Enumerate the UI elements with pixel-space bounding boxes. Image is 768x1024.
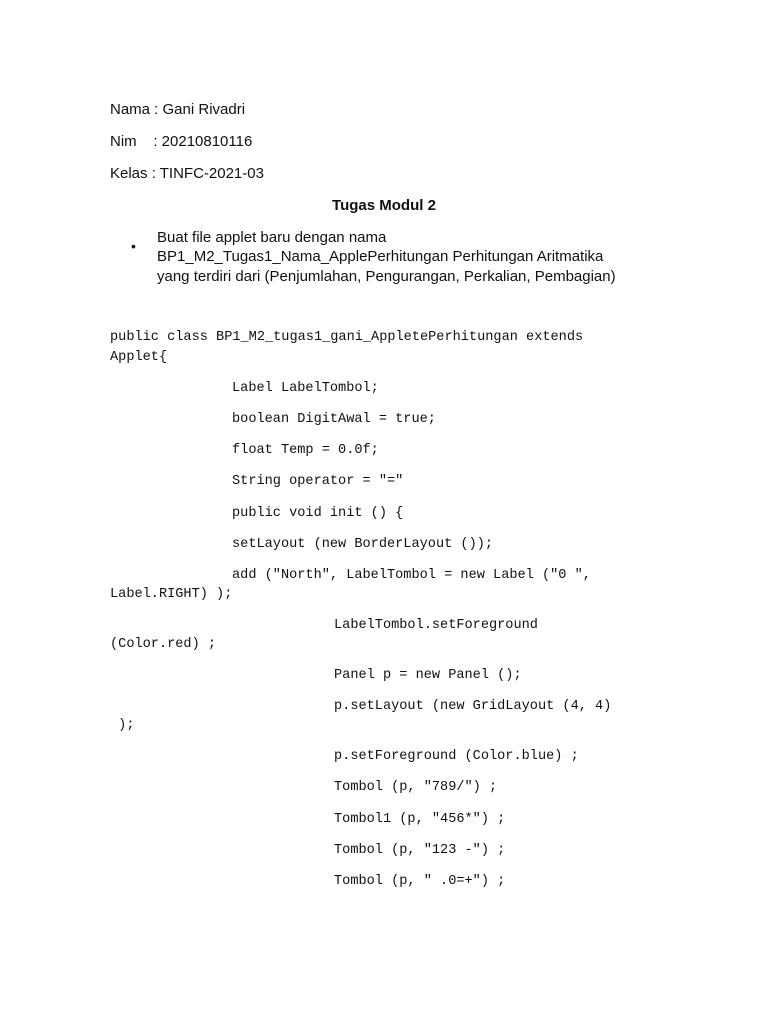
student-name: Nama : Gani Rivadri [110,101,246,118]
code-line: add ("North", LabelTombol = new Label ("0 ", [232,568,591,583]
student-nim: Nim : 20210810116 [110,133,253,150]
code-line: float Temp = 0.0f; [232,443,379,458]
code-line: p.setForeground (Color.blue) ; [334,749,579,764]
bullet-line: Buat file applet baru dengan nama [157,229,387,246]
code-line: Tombol (p, "123 -") ; [334,843,506,858]
code-line: setLayout (new BorderLayout ()); [232,537,494,552]
bullet-line: BP1_M2_Tugas1_Nama_ApplePerhitungan Perhitungan Aritmatika [157,248,604,265]
bullet-line: yang terdiri dari (Penjumlahan, Pengurangan, Perkalian, Pembagian) [157,268,616,285]
code-line: Applet{ [110,350,168,365]
bullet-marker: • [131,238,136,254]
code-line: LabelTombol.setForeground [334,618,538,633]
code-line: String operator = "=" [232,474,404,489]
code-line: Label.RIGHT) ); [110,587,233,602]
code-line: (Color.red) ; [110,637,217,652]
code-line: Label LabelTombol; [232,381,379,396]
code-line: public void init () { [232,506,404,521]
code-line: Tombol1 (p, "456*") ; [334,812,506,827]
code-line: Tombol (p, "789/") ; [334,780,498,795]
code-line: public class BP1_M2_tugas1_gani_AppletePerhitungan extends [110,330,584,345]
code-line: p.setLayout (new GridLayout (4, 4) [334,699,612,714]
document-title: Tugas Modul 2 [332,197,436,214]
code-line: Panel p = new Panel (); [334,668,522,683]
code-line: boolean DigitAwal = true; [232,412,436,427]
code-line: Tombol (p, " .0=+") ; [334,874,506,889]
code-line: ); [110,718,135,733]
student-class: Kelas : TINFC-2021-03 [110,165,264,182]
